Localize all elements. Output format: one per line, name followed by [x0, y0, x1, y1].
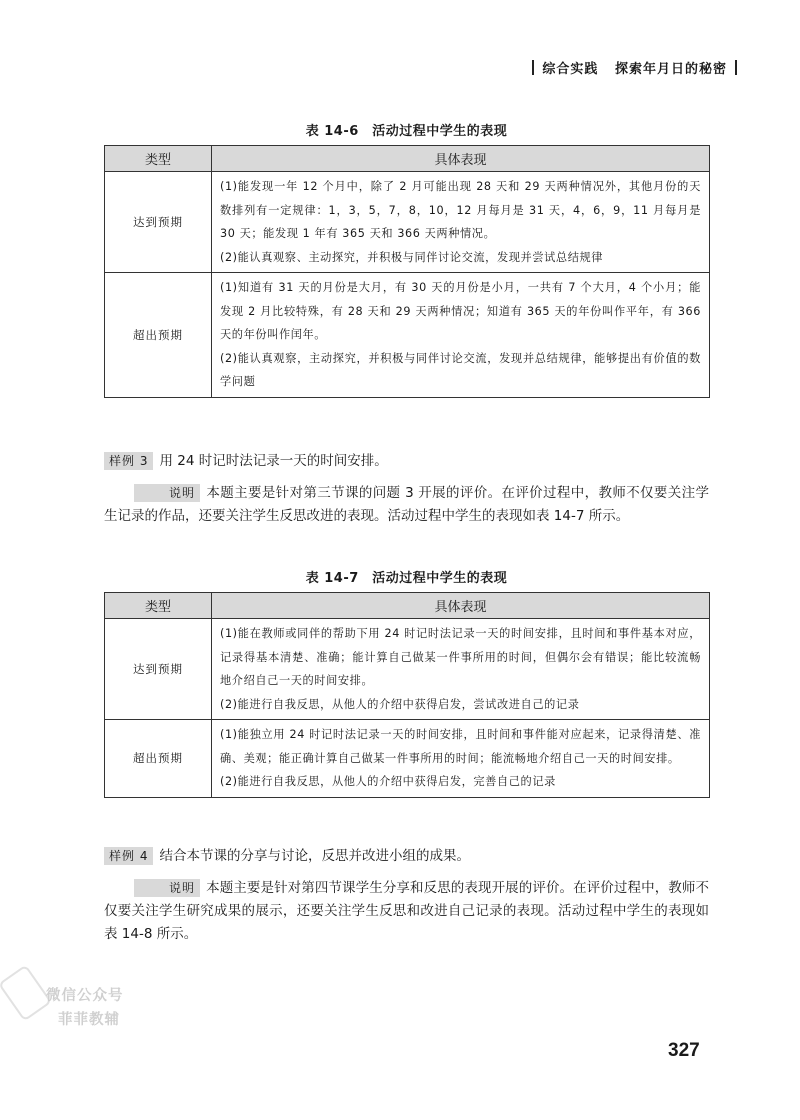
sample-3 [104, 450, 709, 473]
page-number: 327 [668, 1040, 700, 1061]
table-header-row [105, 593, 710, 619]
description-line: (1)能在教师或同伴的帮助下用 24 时记时法记录一天的时间安排，且时间和事件基本对应，记录得基本清楚、准确；能计算自己做某一件事所用的时间，但偶尔会有错误；能比较流畅地介绍自己一天的时间安排。 [220, 627, 701, 687]
sample-label: 样例 3 [104, 452, 153, 470]
note-label: 说明 [134, 484, 200, 502]
table-caption: 表 14-7 活动过程中学生的表现 [305, 571, 508, 586]
header-chapter: 综合实践 [542, 62, 599, 77]
table-row [105, 720, 710, 798]
header-divider [532, 60, 534, 75]
table-header-row [105, 146, 710, 172]
row-description [212, 172, 710, 273]
table-row [105, 172, 710, 273]
description-line: (2)能认真观察、主动探究，并积极与同伴讨论交流，发现并尝试总结规律 [220, 250, 604, 264]
description-line: (2)能进行自我反思，从他人的介绍中获得启发，完善自己的记录 [220, 775, 556, 788]
header-title: 探索年月日的秘密 [614, 62, 727, 77]
sample-text: 用 24 时记时法记录一天的时间安排。 [159, 453, 388, 469]
header-divider [735, 60, 737, 75]
column-header-desc: 具体表现 [212, 593, 710, 619]
table-row [105, 273, 710, 398]
sample-4 [104, 845, 709, 868]
row-description [212, 720, 710, 798]
table-row [105, 619, 710, 720]
note-text: 本题主要是针对第三节课的问题 3 开展的评价。在评价过程中，教师不仅要关注学生记录的作品，还要关注学生反思改进的表现。活动过程中学生的表现如表 14-7 所示。 [104, 485, 709, 524]
watermark [6, 966, 146, 1046]
table-caption: 表 14-6 活动过程中学生的表现 [305, 124, 508, 139]
description-line: (2)能认真观察，主动探究，并积极与同伴讨论交流，发现并总结规律，能够提出有价值的数学问题 [220, 351, 701, 388]
row-type: 达到预期 [105, 619, 212, 720]
table-14-6 [104, 145, 710, 398]
row-type: 达到预期 [105, 172, 212, 273]
running-header [0, 58, 745, 77]
row-type: 超出预期 [105, 273, 212, 398]
description-line: (1)能独立用 24 时记时法记录一天的时间安排，且时间和事件能对应起来，记录得清楚、准确、美观；能正确计算自己做某一件事所用的时间；能流畅地介绍自己一天的时间安排。 [220, 728, 701, 765]
row-description [212, 619, 710, 720]
row-type: 超出预期 [105, 720, 212, 798]
column-header-type: 类型 [105, 146, 212, 172]
note-label: 说明 [134, 879, 200, 897]
description-line: (1)能发现一年 12 个月中，除了 2 月可能出现 28 天和 29 天两种情况外，其他月份的天数排列有一定规律：1，3，5，7，8，10，12 月每月是 31 天，4，6，9，11 月每月是 30 天；能发现 1 年有 365 天和 366 天两种情况。 [220, 180, 701, 240]
note-3 [104, 482, 709, 528]
column-header-desc: 具体表现 [212, 146, 710, 172]
description-line: (1)知道有 31 天的月份是大月，有 30 天的月份是小月，一共有 7 个大月，4 个小月；能发现 2 月比较特殊，有 28 天和 29 天两种情况；知道有 365 天的年份叫作平年，有 366 天的年份叫作闰年。 [220, 281, 701, 341]
table-14-7 [104, 592, 710, 798]
description-line: (2)能进行自我反思，从他人的介绍中获得启发，尝试改进自己的记录 [220, 697, 580, 711]
sample-text: 结合本节课的分享与讨论，反思并改进小组的成果。 [159, 848, 470, 864]
pen-icon [0, 964, 52, 1021]
note-text: 本题主要是针对第四节课学生分享和反思的表现开展的评价。在评价过程中，教师不仅要关注学生研究成果的展示，还要关注学生反思和改进自己记录的表现。活动过程中学生的表现如表 14-8 所示。 [104, 880, 709, 942]
row-description [212, 273, 710, 398]
watermark-line: 微信公众号 [46, 988, 124, 1004]
sample-label: 样例 4 [104, 847, 153, 865]
column-header-type: 类型 [105, 593, 212, 619]
note-4 [104, 877, 709, 946]
watermark-line: 菲菲教辅 [58, 1012, 120, 1028]
